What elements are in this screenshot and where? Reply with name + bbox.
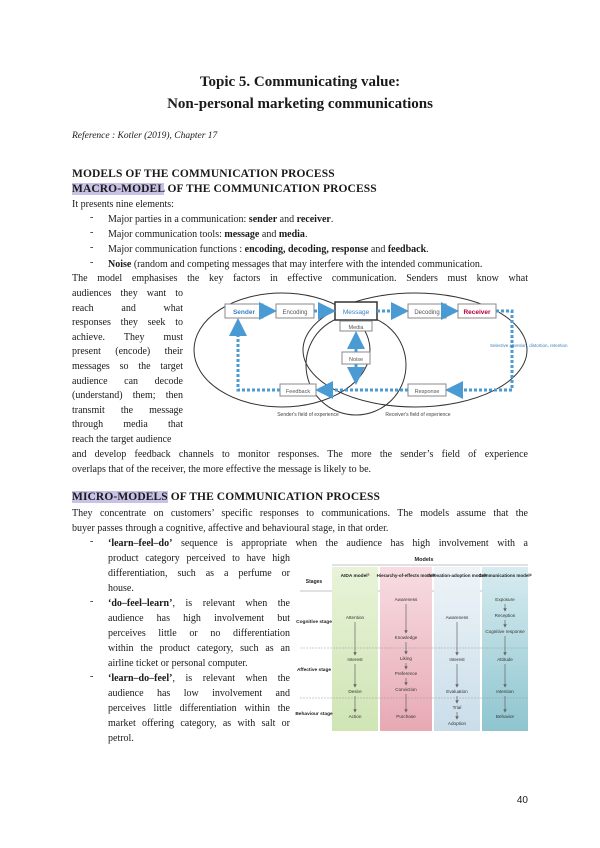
micro-models-highlight: MICRO-MODELS <box>72 491 168 503</box>
col-innovation-label: Innovation-adoption modelᶜ <box>427 573 487 578</box>
col-hierarchy-label: Hierarchy-of-effects modelᵇ <box>376 573 436 578</box>
inno-trial: Trial <box>452 705 462 710</box>
aida-action: Action <box>348 714 362 719</box>
row-cognitive-label: Cognitive stage <box>296 620 332 625</box>
hier-knowledge: Knowledge <box>394 635 418 640</box>
macro-model-highlight: MACRO-MODEL <box>72 183 165 195</box>
comm-behavior: Behavior <box>495 714 515 719</box>
feedback-label: Feedback <box>285 389 311 395</box>
selective-label: Selective attention, distortion, retention <box>490 343 568 348</box>
col-aida-label: AIDA modelª <box>340 574 370 579</box>
micro-item-line: market offering category, as with salt or <box>108 718 290 729</box>
message-label: Message <box>342 309 370 316</box>
inno-evaluation: Evaluation <box>446 689 468 694</box>
comm-reception: Reception <box>494 613 516 618</box>
table-models-label: Models <box>414 557 434 563</box>
aida-desire: Desire <box>348 689 362 694</box>
models-heading: MODELS OF THE COMMUNICATION PROCESS <box>72 168 335 180</box>
bullet-dash: - <box>90 242 94 253</box>
inno-adoption: Adoption <box>447 721 467 726</box>
micro-item-line: product category perceived to have high <box>108 553 290 564</box>
micro-intro-line: buyer passes through a cognitive, affective and behavioural stage, in that order. <box>72 523 389 534</box>
micro-item-line: airline ticket or personal computer. <box>108 658 248 669</box>
reference-line: Reference : Kotler (2019), Chapter 17 <box>72 131 218 141</box>
receiver-field-label: Receiver's field of experience <box>385 412 451 418</box>
macro-paragraph-line: overlaps that of the receiver, the more effective the message is likely to be. <box>72 464 372 475</box>
page-title-line-1: Topic 5. Communicating value: <box>199 74 401 90</box>
macro-paragraph-left-line: audiences they want to <box>72 288 183 299</box>
bullet-dash: - <box>90 536 94 547</box>
aida-interest: Interest <box>347 657 363 662</box>
micro-item-line: differentiation, such as a perfume or <box>108 568 290 579</box>
comm-exposure: Exposure <box>495 597 515 602</box>
row-affective-label: Affective stage <box>296 668 332 673</box>
macro-paragraph-left-line: transmit the message <box>72 404 183 416</box>
bullet-dash: - <box>90 212 94 223</box>
micro-item-line: audience has low involvement and <box>108 688 290 699</box>
bullet-tools: Major communication tools: message and media. <box>108 229 308 240</box>
col-communications-label: Communications modelᵈ <box>478 573 532 578</box>
nine-elements-intro: It presents nine elements: <box>72 199 174 210</box>
micro-item-line: petrol. <box>108 733 134 744</box>
macro-paragraph-left-line: audience can decode <box>72 375 183 387</box>
sender-label: Sender <box>232 309 256 316</box>
hier-preference: Preference <box>394 671 418 676</box>
micro-models-heading-rest: OF THE COMMUNICATION PROCESS <box>167 491 381 503</box>
hier-liking: Liking <box>399 656 413 661</box>
page-number: 40 <box>516 795 528 806</box>
row-behaviour-label: Behaviour stage <box>295 712 333 717</box>
comm-intention: Intention <box>496 689 514 694</box>
comm-cognitive-response: Cognitive response <box>485 629 525 634</box>
media-label: Media <box>348 325 364 331</box>
page-title-line-2: Non-personal marketing communications <box>167 96 433 112</box>
micro-item-learn-feel-do: ‘learn–feel–do’ sequence is appropriate when the audience has high involvement with a <box>108 538 528 549</box>
bullet-parties: Major parties in a communication: sender and receiver. <box>108 214 334 225</box>
micro-item-line: perceives little differentiation within the <box>108 703 290 714</box>
aida-attention: Attention <box>345 615 365 620</box>
macro-paragraph-line: and develop feedback channels to monitor responses. The more the sender’s field of experience <box>72 449 528 460</box>
inno-interest: Interest <box>449 657 465 662</box>
response-label: Response <box>414 389 440 395</box>
micro-models-heading <box>72 491 380 503</box>
sender-field-label: Sender's field of experience <box>277 412 339 418</box>
micro-item-learn-do-feel: ‘learn–do–feel’, is relevant when the <box>108 673 290 684</box>
macro-paragraph-left-line: present (encode) their <box>72 346 183 358</box>
hier-awareness: Awareness <box>394 597 418 602</box>
bullet-noise: Noise (random and competing messages that may interfere with the intended communication. <box>108 259 483 270</box>
bullet-functions: Major communication functions : encoding, decoding, response and feedback. <box>108 244 429 255</box>
micro-item-line: perceives little or no differentiation <box>108 628 290 639</box>
micro-item-line: within the product category, such as an <box>108 643 290 654</box>
macro-paragraph-left-line: messages so the target <box>72 361 183 372</box>
noise-label: Noise <box>348 357 364 363</box>
comm-attitude: Attitude <box>497 657 513 662</box>
inno-awareness: Awareness <box>445 615 469 620</box>
micro-models-table <box>295 553 532 733</box>
macro-model-heading <box>72 183 377 195</box>
macro-paragraph-left-line: achieve. They must <box>72 331 183 343</box>
bullet-dash: - <box>90 257 94 268</box>
micro-item-line: house. <box>108 583 134 594</box>
micro-item-line: audience has high involvement but <box>108 613 290 624</box>
decoding-label: Decoding <box>414 310 440 316</box>
hier-conviction: Conviction <box>395 687 417 692</box>
bullet-dash: - <box>90 671 94 682</box>
bullet-dash: - <box>90 227 94 238</box>
macro-paragraph-left-line: (understand) them; then <box>72 390 183 402</box>
hier-purchase: Purchase <box>396 714 416 719</box>
table-stages-label: Stages <box>305 579 323 585</box>
encoding-label: Encoding <box>282 310 308 316</box>
macro-paragraph-left-line: reach and what <box>72 302 183 314</box>
macro-model-heading-rest: OF THE COMMUNICATION PROCESS <box>164 183 377 195</box>
macro-paragraph-left-line: reach the target audience <box>72 434 172 445</box>
macro-model-diagram <box>190 290 568 440</box>
macro-paragraph-left-line: responses they seek to <box>72 317 183 329</box>
micro-intro-line: They concentrate on customers’ specific responses to communications. The models assume that the <box>72 508 528 519</box>
receiver-label: Receiver <box>463 309 491 316</box>
micro-item-do-feel-learn: ‘do–feel–learn’, is relevant when the <box>108 598 290 609</box>
bullet-dash: - <box>90 596 94 607</box>
macro-paragraph-left-line: through media that <box>72 419 183 431</box>
macro-paragraph-line: The model emphasises the key factors in effective communication. Senders must know what <box>72 273 528 284</box>
